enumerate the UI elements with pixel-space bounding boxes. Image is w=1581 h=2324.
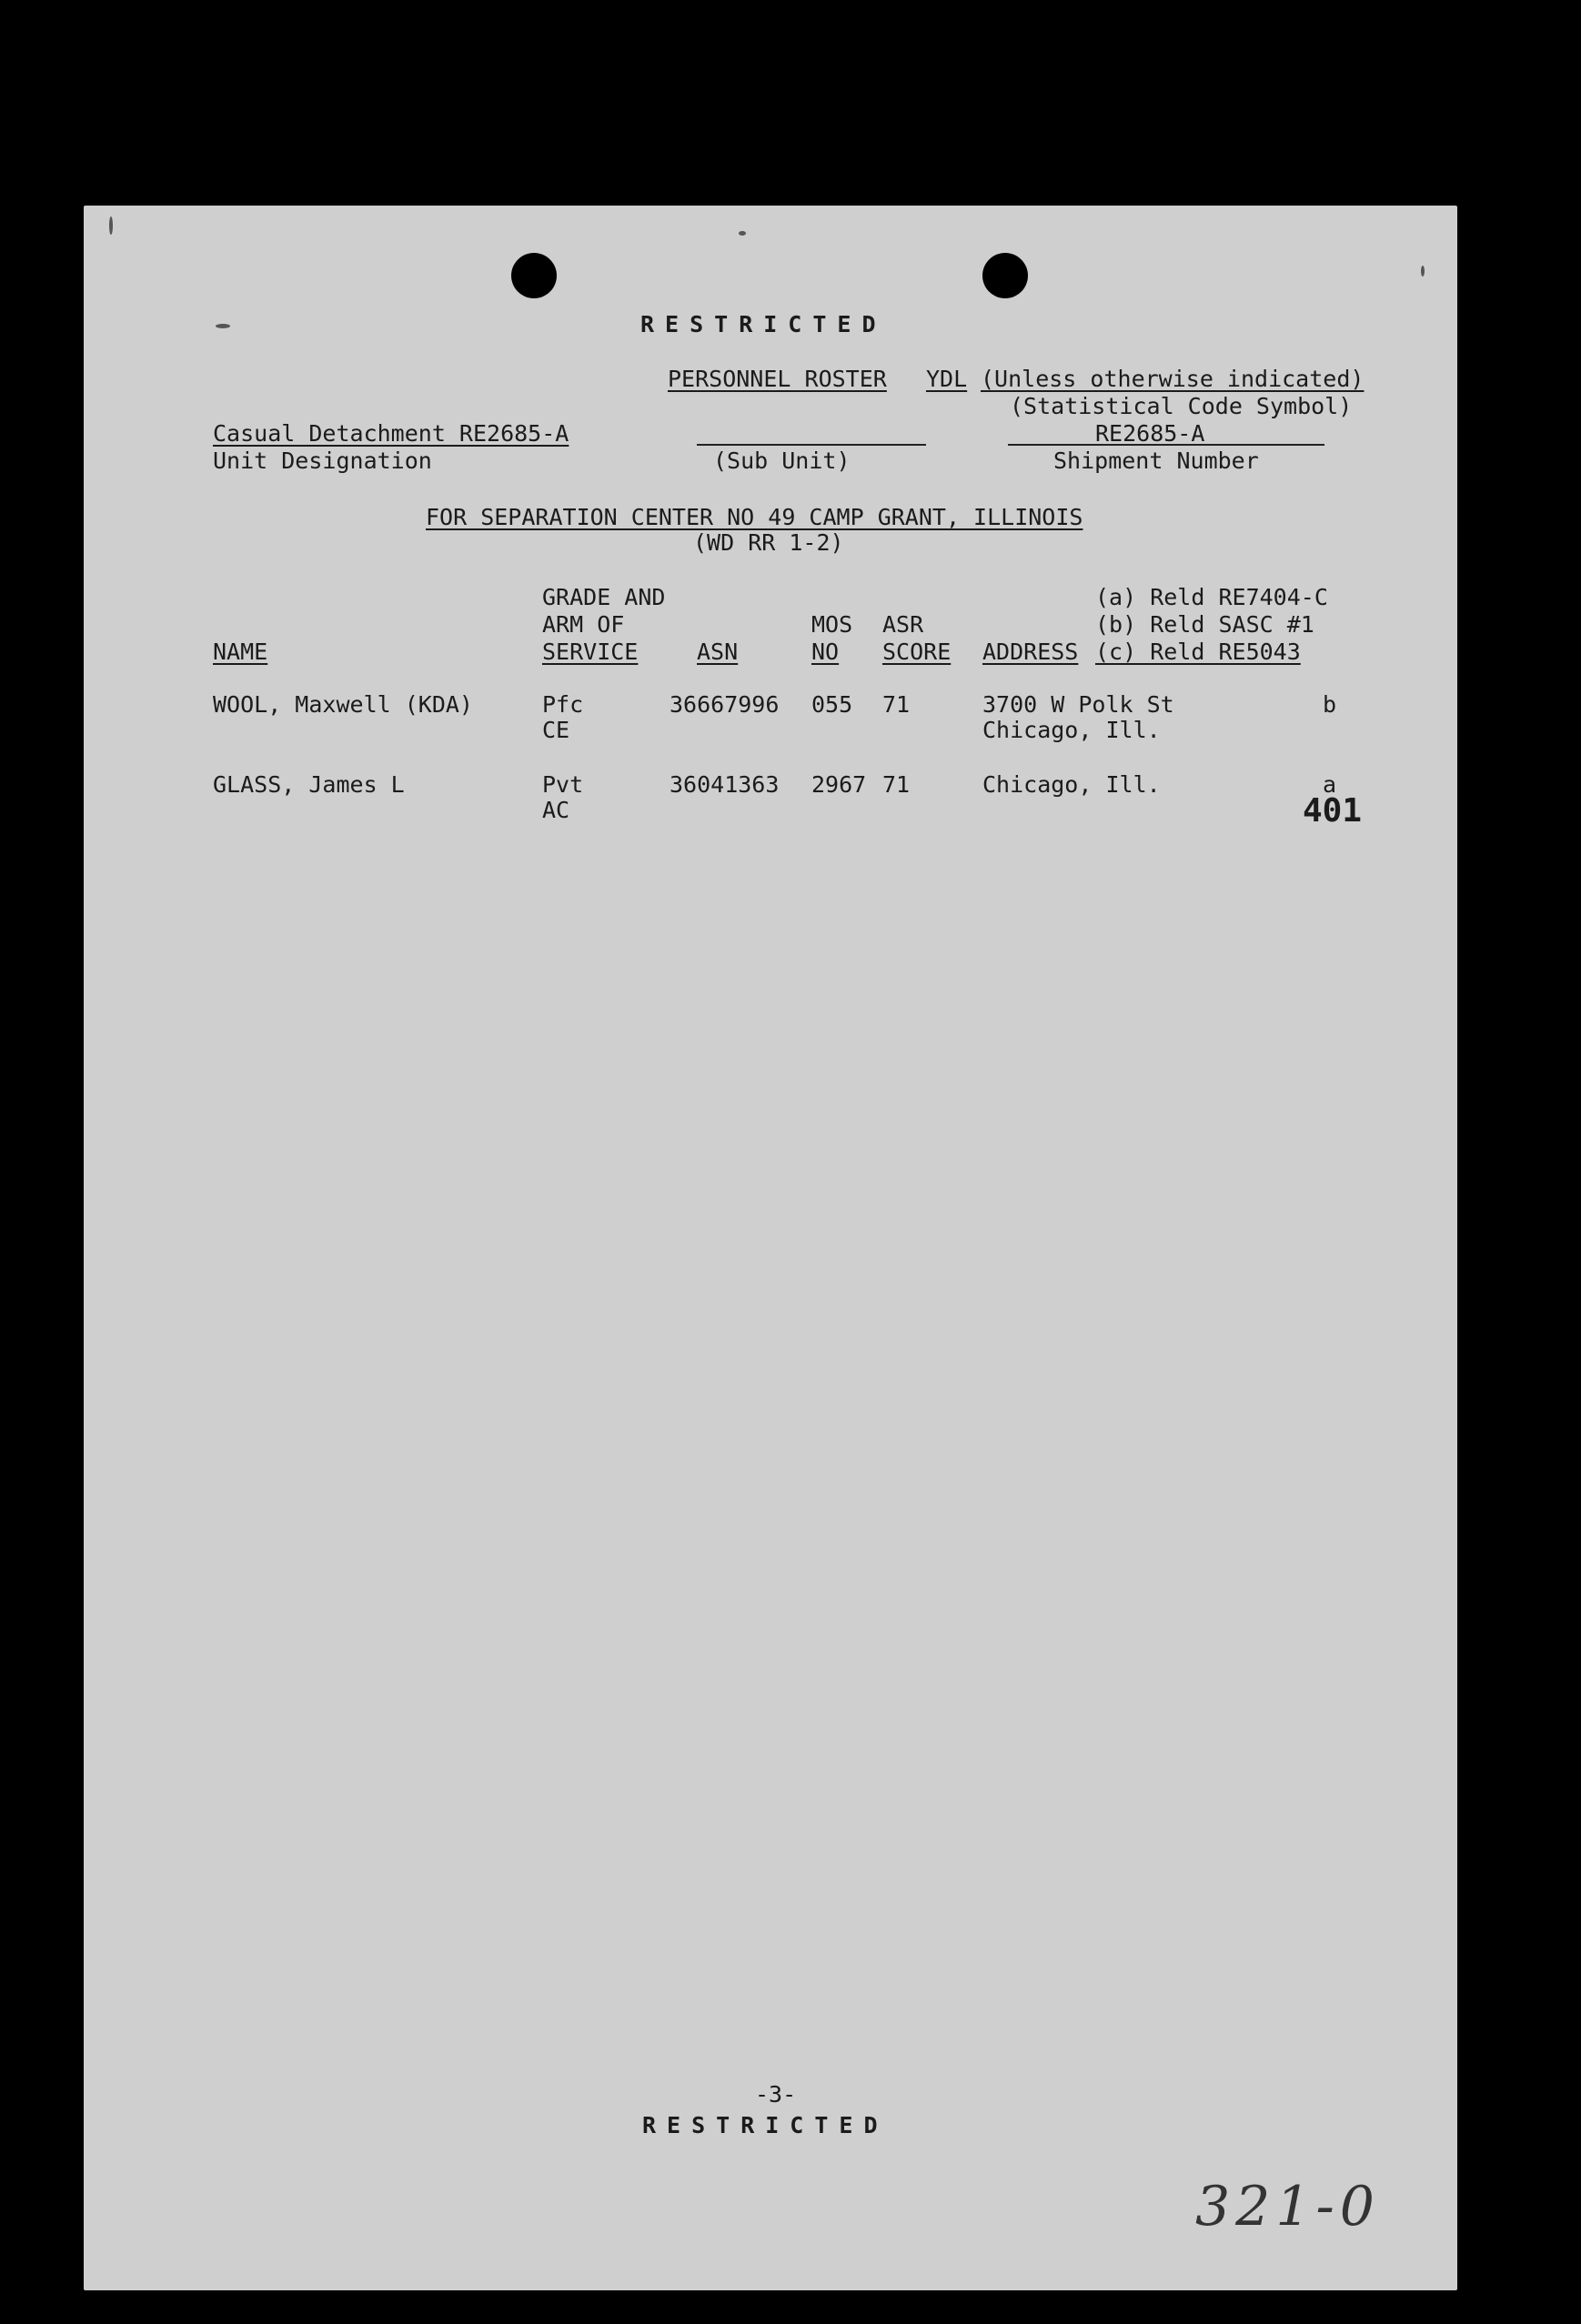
restricted-top: RESTRICTED [640,311,887,337]
stamp-number: 401 [1303,792,1363,830]
col-name: NAME [213,639,268,665]
row-asr: 71 [882,691,911,718]
authority: (WD RR 1-2) [693,529,844,556]
code-label: (Statistical Code Symbol) [1010,393,1353,419]
document-page [84,206,1457,2290]
col-mos-line2: NO [811,639,840,665]
col-mos-line1: MOS [811,611,853,638]
row-address-line2: Chicago, Ill. [982,717,1161,743]
col-asr-line1: ASR [882,611,924,638]
row-name: WOOL, Maxwell (KDA) [213,691,473,718]
roster-title: PERSONNEL ROSTER [668,366,887,392]
code-value: YDL [926,366,968,392]
punch-hole-left [511,253,557,298]
unit-designation-label: Unit Designation [213,448,432,474]
row-grade: Pfc [542,691,584,718]
page-number: -3- [755,2081,797,2108]
row-grade: Pvt [542,771,584,798]
row-address-line1: Chicago, Ill. [982,771,1161,798]
row-asr: 71 [882,771,911,798]
row-mos: 055 [811,691,853,718]
row-mos: 2967 [811,771,867,798]
row-reld: b [1323,691,1337,718]
shipment-number-value: RE2685-A [1095,420,1205,447]
restricted-bottom: RESTRICTED [642,2112,889,2138]
col-grade-line3: SERVICE [542,639,639,665]
col-address: ADDRESS [982,639,1079,665]
col-asn: ASN [697,639,739,665]
col-asr-line2: SCORE [882,639,952,665]
row-reld: a [1323,771,1337,798]
sub-unit-label: (Sub Unit) [713,448,851,474]
row-asn: 36041363 [670,771,780,798]
shipment-number-label: Shipment Number [1053,448,1259,474]
unit-designation-value: Casual Detachment RE2685-A [213,420,569,447]
handwritten-file-number: 321-0 [1195,2175,1380,2238]
col-reld-b: (b) Reld SASC #1 [1095,611,1314,638]
row-name: GLASS, James L [213,771,405,798]
mark [109,216,113,235]
mark [216,324,230,328]
col-grade-line1: GRADE AND [542,584,666,610]
destination: FOR SEPARATION CENTER NO 49 CAMP GRANT, ILLINOIS [426,504,1083,530]
col-grade-line2: ARM OF [542,611,625,638]
row-asn: 36667996 [670,691,780,718]
shipment-number-line [1008,444,1324,446]
punch-hole-right [982,253,1028,298]
col-reld-c: (c) Reld RE5043 [1095,639,1301,665]
mark [1421,266,1425,277]
row-address-line1: 3700 W Polk St [982,691,1174,718]
sub-unit-line [697,444,926,446]
col-reld-a: (a) Reld RE7404-C [1095,584,1328,610]
mark [739,231,746,236]
row-arm: CE [542,717,570,743]
code-note: (Unless otherwise indicated) [981,366,1364,392]
row-arm: AC [542,797,570,823]
